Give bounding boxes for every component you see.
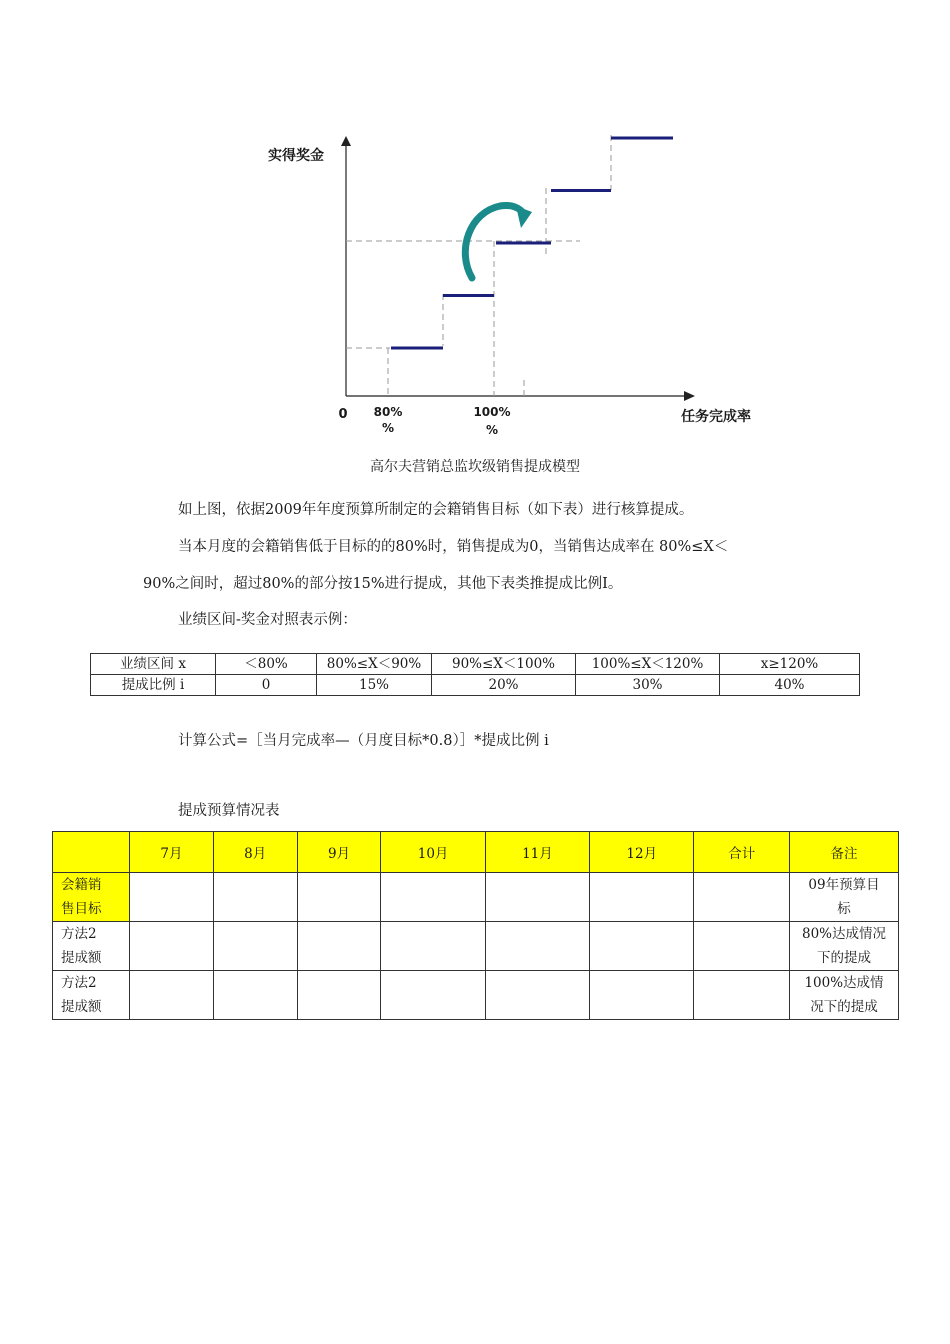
header-cell [53, 832, 130, 873]
rate-table [90, 653, 860, 696]
row-label-line: 会籍销 [61, 877, 102, 893]
table-cell: 100%≤X＜120% [576, 654, 720, 675]
table-cell: 提成比例 i [91, 675, 216, 696]
table-cell [130, 922, 214, 971]
table-cell [590, 922, 694, 971]
table-cell [694, 922, 790, 971]
header-cell: 10月 [381, 832, 485, 873]
table-cell [381, 922, 485, 971]
header-cell: 11月 [485, 832, 589, 873]
table-cell [590, 873, 694, 922]
table-cell: 90%≤X＜100% [432, 654, 576, 675]
formula: 计算公式=［当月完成率—（月度目标*0.8）］*提成比例 i [178, 733, 549, 749]
origin-label: 0 [338, 407, 348, 422]
paragraph-3: 90%之间时，超过80%的部分按15%进行提成，其他下表类推提成比例I。 [143, 576, 623, 592]
table-cell: 15% [317, 675, 432, 696]
table-cell [590, 971, 694, 1020]
table-cell [130, 873, 214, 922]
chart-caption [0, 456, 950, 476]
table-row [53, 922, 899, 971]
header-cell: 12月 [590, 832, 694, 873]
table-cell: 80%≤X＜90% [317, 654, 432, 675]
table-cell: 业绩区间 x [91, 654, 216, 675]
x-tick-80-line2: % [381, 421, 395, 435]
header-cell: 备注 [790, 832, 899, 873]
table-row [91, 675, 860, 696]
table-cell [485, 971, 589, 1020]
table-cell: x≥120% [720, 654, 860, 675]
caption-part1: 高尔夫营销总监 [370, 459, 468, 475]
note-line: 况下的提成 [810, 999, 878, 1015]
caption-part2: 坎级 [468, 459, 496, 475]
row-label [53, 873, 130, 922]
x-tick-100-line2: % [485, 423, 499, 437]
table-cell [485, 922, 589, 971]
row-label-line: 提成额 [61, 999, 102, 1015]
table-cell: 30% [576, 675, 720, 696]
x-tick-100: 100% [473, 405, 511, 419]
y-axis-arrow [341, 136, 351, 146]
note-line: 100%达成情 [804, 975, 884, 991]
table-row [91, 654, 860, 675]
note-line: 标 [837, 901, 851, 917]
x-axis-label: 任务完成率 [681, 409, 751, 425]
row-label-line: 方法2 [61, 975, 97, 991]
row-label-line: 提成额 [61, 950, 102, 966]
note-line: 09年预算目 [808, 877, 880, 893]
budget-table [52, 831, 899, 1020]
table-cell: 20% [432, 675, 576, 696]
table-row [53, 873, 899, 922]
caption-part4: 提成模型 [524, 459, 580, 475]
table-cell: 40% [720, 675, 860, 696]
y-axis-label: 实得奖金 [268, 148, 324, 164]
x-axis-arrow [684, 391, 695, 401]
table-cell [694, 873, 790, 922]
row-label-line: 方法2 [61, 926, 97, 942]
table-cell [297, 922, 381, 971]
table-cell [213, 971, 297, 1020]
note-cell [790, 922, 899, 971]
row-label [53, 971, 130, 1020]
paragraph-2: 当本月度的会籍销售低于目标的的80%时，销售提成为0，当销售达成率在 80%≤X＜ [178, 539, 729, 555]
header-cell: 7月 [130, 832, 214, 873]
table-cell: ＜80% [216, 654, 317, 675]
header-cell: 8月 [213, 832, 297, 873]
budget-table-title: 提成预算情况表 [178, 803, 280, 819]
table-header-row [53, 832, 899, 873]
table-cell [381, 873, 485, 922]
table-row [53, 971, 899, 1020]
paragraph-1: 如上图，依据2009年年度预算所制定的会籍销售目标（如下表）进行核算提成。 [178, 502, 694, 518]
note-line: 80%达成情况 [801, 926, 886, 942]
table-cell [297, 971, 381, 1020]
x-tick-80: 80% [373, 405, 403, 419]
row-label-line: 售目标 [61, 901, 102, 917]
table-cell [485, 873, 589, 922]
table-cell [694, 971, 790, 1020]
guide-lines [346, 135, 611, 396]
note-cell [790, 971, 899, 1020]
table-cell [130, 971, 214, 1020]
step-series [391, 138, 673, 348]
header-cell: 合计 [694, 832, 790, 873]
row-label [53, 922, 130, 971]
table-cell [297, 873, 381, 922]
table-cell [381, 971, 485, 1020]
bonus-step-chart [0, 0, 950, 450]
paragraph-4: 业绩区间-奖金对照表示例： [178, 612, 357, 628]
table-cell [213, 873, 297, 922]
note-cell [790, 873, 899, 922]
table-cell [213, 922, 297, 971]
caption-part3: 销售 [496, 459, 524, 475]
table-cell: 0 [216, 675, 317, 696]
note-line: 下的提成 [817, 950, 871, 966]
header-cell: 9月 [297, 832, 381, 873]
